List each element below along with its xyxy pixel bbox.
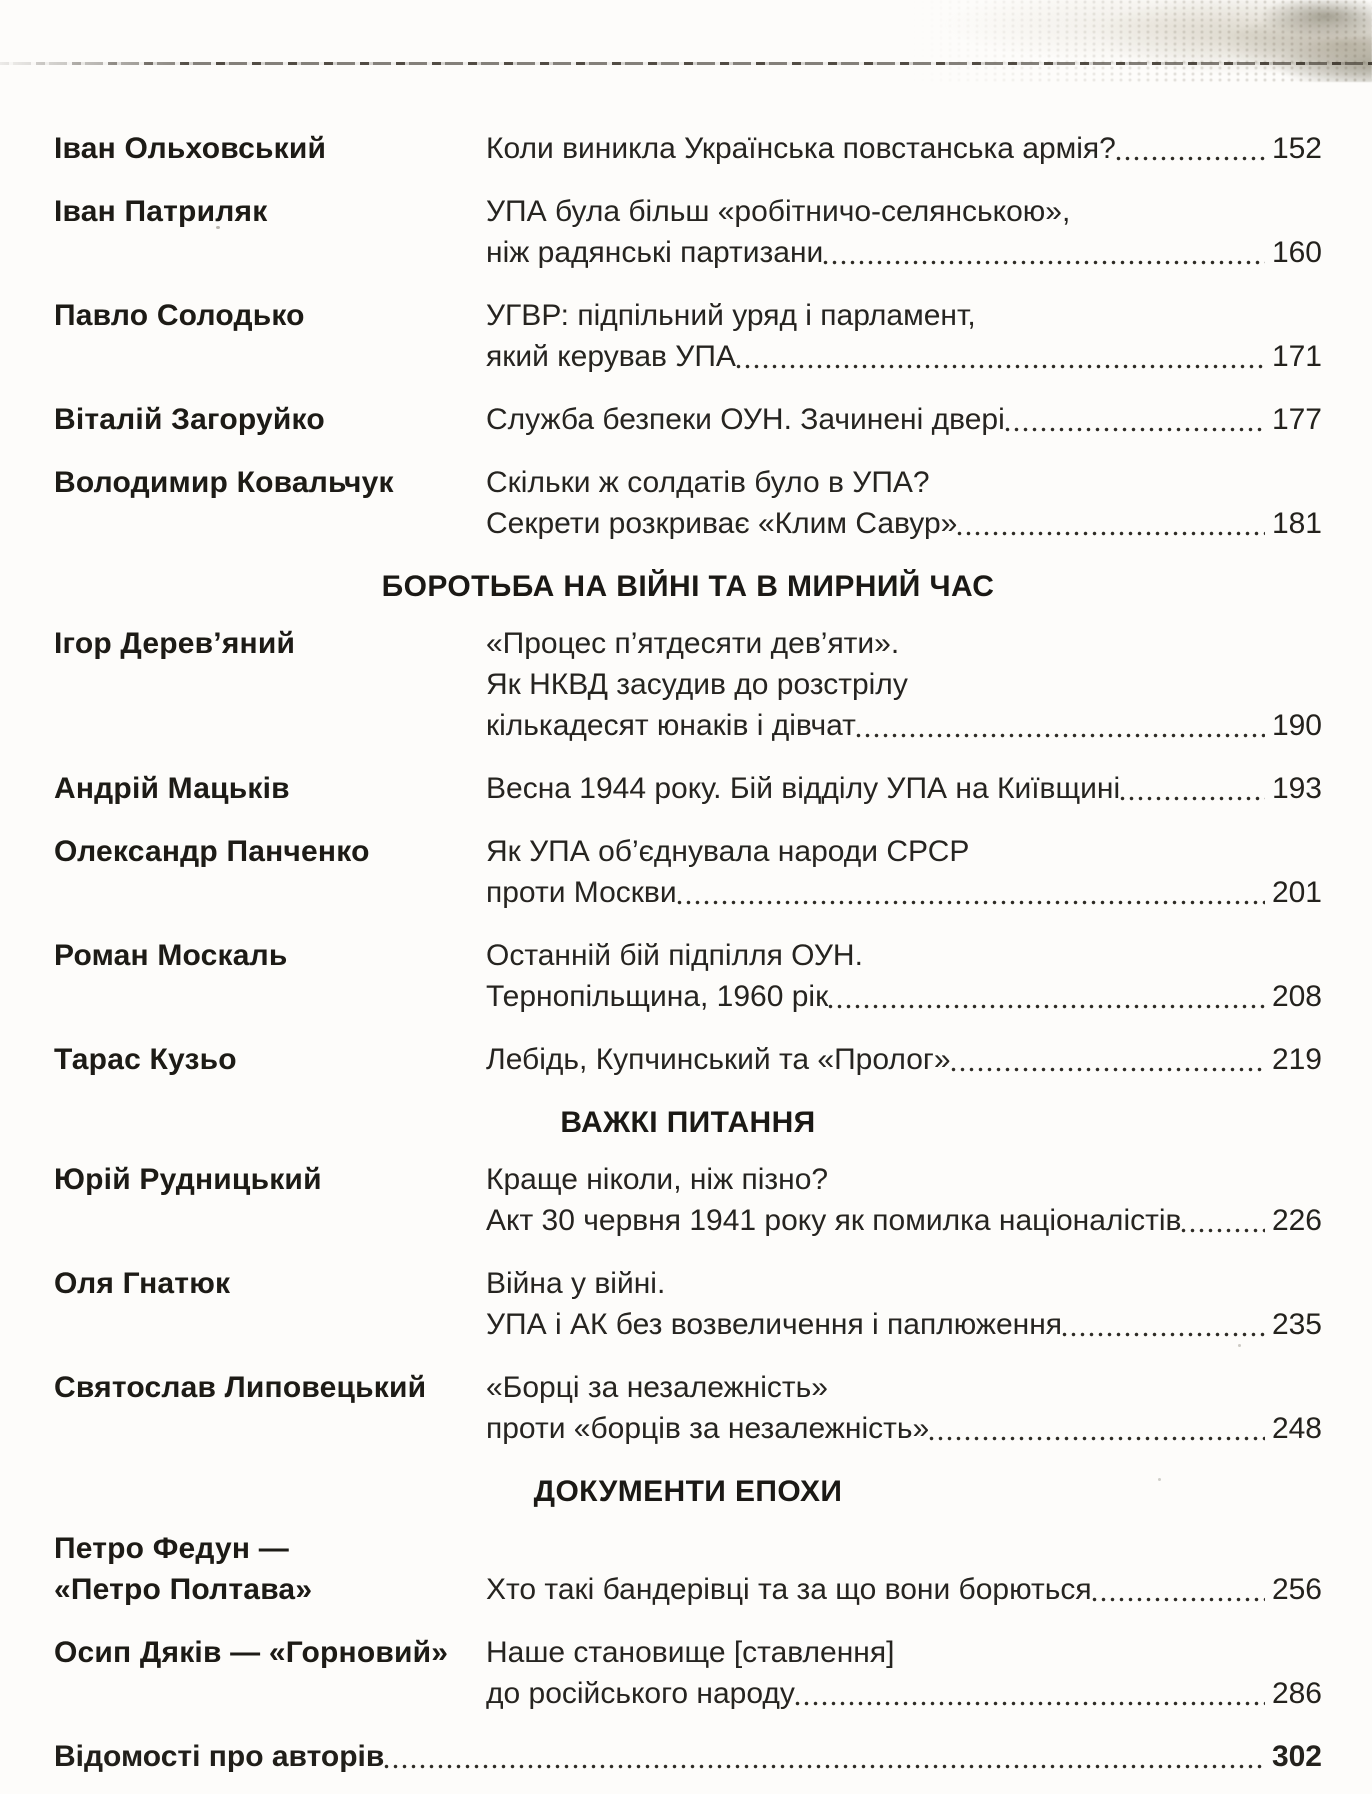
author-name [54,128,486,169]
dot-leader [1116,128,1265,169]
author-line: Оля Гнатюк [54,1267,231,1300]
toc-entry [54,1367,1322,1449]
title-line [486,1673,1322,1714]
author-line: Ігор Дерев’яний [54,627,296,660]
author-name [54,1039,486,1080]
author-line: Юрій Рудницький [54,1163,322,1196]
title-text: Служба безпеки ОУН. Зачинені двері [486,403,1005,436]
author-line: Іван Ольховський [54,132,327,165]
title-text: Тернопільщина, 1960 рік [486,980,829,1013]
toc-title [486,768,1322,809]
title-line [486,1200,1322,1241]
author-name [54,1159,486,1200]
title-line [486,872,1322,913]
title-line [486,1569,1322,1610]
title-line [486,462,1322,503]
title-text: УПА була більш «робітничо-селянською», [486,195,1071,228]
title-text: «Процес п’ятдесяти дев’яти». [486,627,900,660]
toc-entry [54,462,1322,544]
title-text: Останній бій підпілля ОУН. [486,939,863,972]
author-line: Володимир Ковальчук [54,466,394,499]
author-name [54,1263,486,1304]
dot-leader [1092,1569,1265,1610]
dot-leader [1120,768,1265,809]
title-line [486,705,1322,746]
page-number: 235 [1271,1308,1322,1341]
dot-leader [677,872,1265,913]
title-line [486,1408,1322,1449]
toc-title [486,128,1322,169]
toc-entry [54,935,1322,1017]
author-name [54,399,486,440]
page-number: 256 [1271,1573,1322,1606]
title-text: ніж радянські партизани [486,236,824,269]
author-name [54,1367,486,1408]
author-line: Петро Федун — [54,1532,289,1565]
author-line: Святослав Липовецький [54,1371,427,1404]
title-line [486,295,1322,336]
footer-label: Відомості про авторів [54,1740,385,1773]
toc-entry [54,623,1322,746]
page-number: 248 [1271,1412,1322,1445]
page-number: 177 [1271,403,1322,436]
title-text: УПА і АК без возвеличення і паплюження [486,1308,1063,1341]
dot-leader [1181,1200,1264,1241]
title-text: Коли виникла Українська повстанська армія? [486,132,1116,165]
toc-entry [54,295,1322,377]
title-line [486,1039,1322,1080]
toc-entry [54,128,1322,169]
title-text: УГВР: підпільний уряд і парламент, [486,299,976,332]
title-line [486,768,1322,809]
dot-leader [384,1736,1265,1777]
title-text: Як НКВД засудив до розстрілу [486,668,908,701]
toc-entry [54,1263,1322,1345]
title-text: Весна 1944 року. Бій відділу УПА на Київщині [486,772,1121,805]
page-number: 171 [1271,340,1322,373]
toc-entry [54,1632,1322,1714]
title-line [486,1263,1322,1304]
author-line: Андрій Мацьків [54,772,290,805]
title-text: Акт 30 червня 1941 року як помилка націоналістів [486,1204,1182,1237]
title-text: Як УПА об’єднувала народи СРСР [486,835,970,868]
title-text: який керував УПА [486,340,736,373]
page-number: 160 [1271,236,1322,269]
toc-entry [54,1528,1322,1610]
title-text: «Борці за незалежність» [486,1371,828,1404]
author-line: Роман Москаль [54,939,288,972]
author-line: Олександр Панченко [54,835,370,868]
dot-leader [957,503,1265,544]
page-number: 302 [1271,1740,1322,1773]
title-text: до російського народу [486,1677,795,1710]
page-number: 190 [1271,709,1322,742]
author-line: Іван Патриляк [54,195,268,228]
title-line [486,191,1322,232]
author-line: Тарас Кузьо [54,1043,237,1076]
toc-entry [54,768,1322,809]
dot-leader [856,705,1265,746]
title-line [486,232,1322,273]
author-name [54,623,486,664]
title-line [486,399,1322,440]
dot-leader [736,336,1265,377]
author-name [54,1528,486,1610]
toc-entry [54,1159,1322,1241]
page-number: 152 [1271,132,1322,165]
toc-title [486,1263,1322,1345]
title-line [486,1367,1322,1408]
author-line: «Петро Полтава» [54,1573,313,1606]
title-line [486,664,1322,705]
toc-footer-entry [54,1736,1322,1777]
dot-leader [823,232,1265,273]
section-heading: ДОКУМЕНТИ ЕПОХИ [533,1475,843,1508]
toc-title [486,935,1322,1017]
title-text: Лебідь, Купчинський та «Пролог» [486,1043,951,1076]
toc-entry [54,191,1322,273]
title-text: проти «борців за незалежність» [486,1412,930,1445]
toc-entry [54,831,1322,913]
dot-leader [1062,1304,1265,1345]
title-text: Скільки ж солдатів було в УПА? [486,466,930,499]
title-line [486,336,1322,377]
title-line [486,976,1322,1017]
title-text: Краще ніколи, ніж пізно? [486,1163,829,1196]
author-name [54,462,486,503]
title-line [486,1304,1322,1345]
title-text: Наше становище [ставлення] [486,1636,895,1669]
page-number: 181 [1271,507,1322,540]
author-name [54,191,486,232]
dot-leader [1005,399,1265,440]
title-text: проти Москви [486,876,677,909]
page-number: 201 [1271,876,1322,909]
toc-title [486,295,1322,377]
author-name [54,295,486,336]
toc-title [486,1367,1322,1449]
dot-leader [951,1039,1265,1080]
title-line [486,1159,1322,1200]
author-name [54,935,486,976]
section-heading: БОРОТЬБА НА ВІЙНІ ТА В МИРНИЙ ЧАС [381,570,995,603]
toc-title [486,831,1322,913]
toc-title [486,191,1322,273]
dot-leader [929,1408,1265,1449]
toc-entry [54,399,1322,440]
toc-title [486,1528,1322,1610]
author-name [54,768,486,809]
author-name [54,1632,486,1673]
author-line: Віталій Загоруйко [54,403,325,436]
title-line [486,623,1322,664]
toc-title [486,623,1322,746]
toc-title [486,1632,1322,1714]
title-text: Секрети розкриває «Клим Савур» [486,507,958,540]
title-line [486,1632,1322,1673]
dot-leader [795,1673,1265,1714]
toc-title [486,399,1322,440]
page-number: 219 [1271,1043,1322,1076]
toc-title [486,1039,1322,1080]
author-line: Павло Солодько [54,299,305,332]
title-text: Війна у війні. [486,1267,666,1300]
section-heading: ВАЖКІ ПИТАННЯ [560,1106,816,1139]
page-number: 208 [1271,980,1322,1013]
title-text: Хто такі бандерівці та за що вони борються [486,1573,1092,1606]
toc-title [486,462,1322,544]
title-line [486,935,1322,976]
dot-leader [828,976,1265,1017]
title-text: кількадесят юнаків і дівчат [486,709,856,742]
page-number: 193 [1271,772,1322,805]
toc-entry [54,1039,1322,1080]
author-line: Осип Дяків — «Горновий» [54,1636,449,1669]
toc-title [486,1159,1322,1241]
page-number: 286 [1271,1677,1322,1710]
page-number: 226 [1271,1204,1322,1237]
title-line [486,128,1322,169]
title-line [486,831,1322,872]
author-name [54,831,486,872]
title-line [486,503,1322,544]
